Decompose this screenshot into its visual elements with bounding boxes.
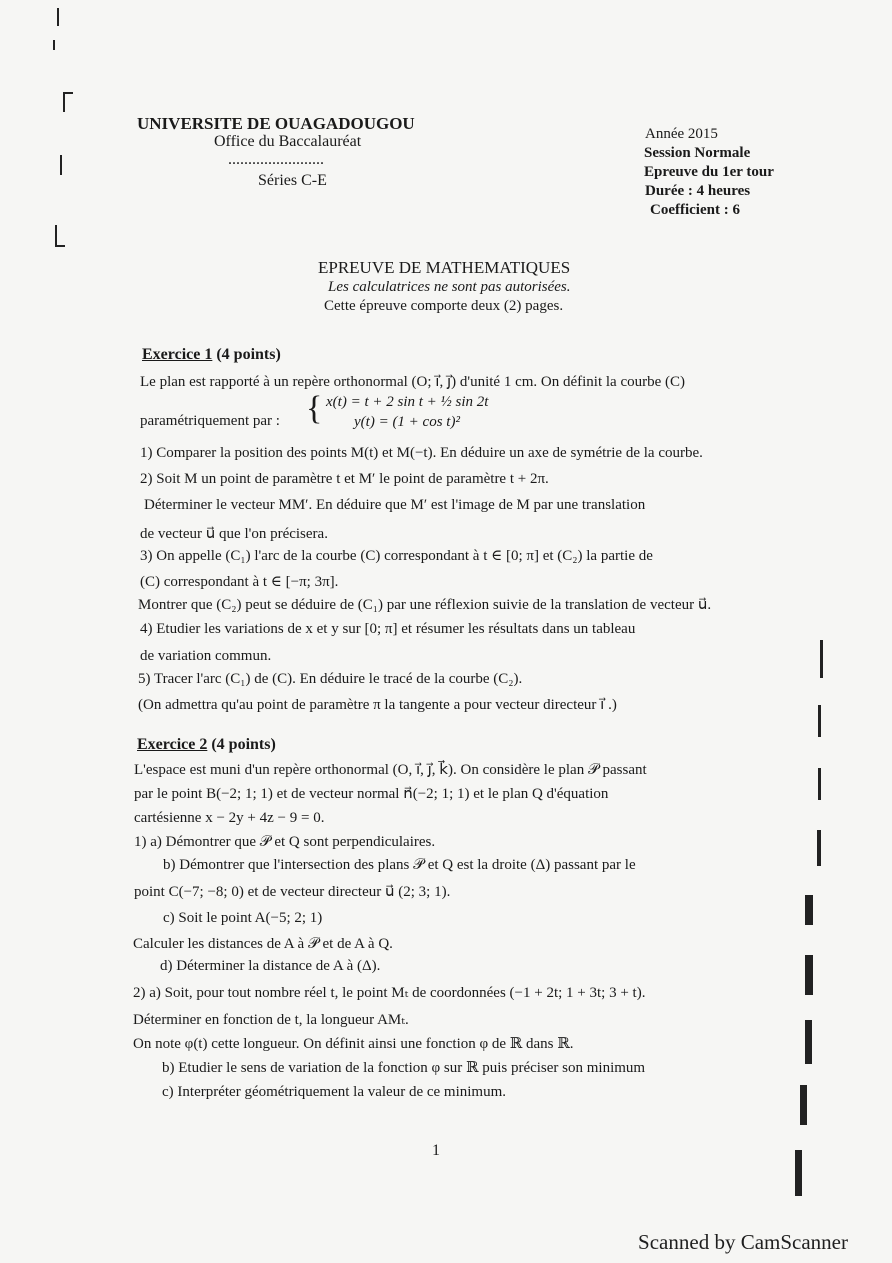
- scan-mark: [53, 40, 55, 50]
- scanner-watermark: Scanned by CamScanner: [638, 1230, 848, 1254]
- ex2-line: b) Etudier le sens de variation de la fonction φ sur ℝ puis préciser son minimum: [162, 1060, 646, 1076]
- ex2-line: Calculer les distances de A à 𝒫 et de A à Q.: [133, 936, 393, 952]
- ex2-line: d) Déterminer la distance de A à (Δ).: [160, 958, 381, 974]
- scan-mark: [63, 92, 73, 94]
- ex2-line: L'espace est muni d'un repère orthonormal (O, i⃗, j⃗, k⃗). On considère le plan 𝒫 passant: [134, 762, 647, 778]
- ex1-line: (C) correspondant à t ∈ [−π; 3π].: [140, 574, 339, 590]
- calculators-note: Les calculatrices ne sont pas autorisées.: [328, 279, 571, 295]
- ex2-line: 1) a) Démontrer que 𝒫 et Q sont perpendiculaires.: [134, 834, 436, 850]
- header-dots: ........................: [228, 151, 324, 168]
- ex2-line: 2) a) Soit, pour tout nombre réel t, le point Mₜ de coordonnées (−1 + 2t; 1 + 3t; 3 + t).: [133, 985, 646, 1001]
- system-brace: {: [306, 390, 323, 427]
- ex1-line: Déterminer le vecteur MM′. En déduire que M′ est l'image de M par une translation: [144, 497, 646, 513]
- ex2-line: c) Interpréter géométriquement la valeur de ce minimum.: [162, 1084, 507, 1100]
- scan-mark: [817, 830, 821, 866]
- ex1-line: 3) On appelle (C₁) l'arc de la courbe (C) correspondant à t ∈ [0; π] et (C₂) la partie de: [140, 548, 653, 564]
- scan-mark: [805, 895, 813, 925]
- exercise2-label: Exercice 2: [137, 736, 208, 753]
- system-y: y(t) = (1 + cos t)²: [354, 414, 460, 430]
- exercise1-points: (4 points): [216, 346, 281, 363]
- scan-mark: [800, 1085, 807, 1125]
- ex1-line: 4) Etudier les variations de x et y sur [0; π] et résumer les résultats dans un tableau: [140, 621, 636, 637]
- scan-mark: [55, 225, 57, 247]
- ex2-line: On note φ(t) cette longueur. On définit ainsi une fonction φ de ℝ dans ℝ.: [133, 1036, 574, 1052]
- ex2-line: point C(−7; −8; 0) et de vecteur directeur u⃗ (2; 3; 1).: [134, 884, 451, 900]
- exercise1-label: Exercice 1: [142, 346, 213, 363]
- exercise2-points: (4 points): [211, 736, 276, 753]
- system-x: x(t) = t + 2 sin t + ½ sin 2t: [326, 394, 489, 410]
- tour: Epreuve du 1er tour: [644, 164, 774, 180]
- scan-mark: [55, 245, 65, 247]
- series: Séries C-E: [258, 172, 327, 189]
- scan-mark: [818, 768, 821, 800]
- scan-mark: [795, 1150, 802, 1196]
- scan-mark: [63, 92, 65, 112]
- ex1-line: Le plan est rapporté à un repère orthonormal (O; i⃗, j⃗) d'unité 1 cm. On définit la courbe (C): [140, 374, 686, 390]
- ex2-line: Déterminer en fonction de t, la longueur AMₜ.: [133, 1012, 409, 1028]
- exercise2-title: [137, 736, 276, 754]
- office-name: Office du Baccalauréat: [214, 133, 362, 150]
- scan-mark: [818, 705, 821, 737]
- ex2-line: c) Soit le point A(−5; 2; 1): [163, 910, 323, 926]
- year: Année 2015: [645, 126, 718, 142]
- ex1-line: paramétriquement par :: [140, 413, 280, 429]
- session: Session Normale: [644, 145, 751, 161]
- ex2-line: b) Démontrer que l'intersection des plans 𝒫 et Q est la droite (Δ) passant par le: [163, 857, 636, 873]
- ex1-line: (On admettra qu'au point de paramètre π la tangente a pour vecteur directeur i⃗ .): [138, 697, 617, 713]
- coefficient: Coefficient : 6: [650, 202, 740, 218]
- ex2-line: cartésienne x − 2y + 4z − 9 = 0.: [134, 810, 325, 826]
- ex1-line: 5) Tracer l'arc (C₁) de (C). En déduire le tracé de la courbe (C₂).: [138, 671, 523, 687]
- ex1-line: de vecteur u⃗ que l'on précisera.: [140, 526, 328, 542]
- scan-mark: [57, 8, 59, 26]
- exam-title: EPREUVE DE MATHEMATIQUES: [318, 258, 571, 277]
- duration: Durée : 4 heures: [645, 183, 751, 199]
- scan-mark: [820, 640, 823, 678]
- scan-mark: [805, 955, 813, 995]
- ex1-line: 2) Soit M un point de paramètre t et M′ le point de paramètre t + 2π.: [140, 471, 549, 487]
- ex1-line: 1) Comparer la position des points M(t) et M(−t). En déduire un axe de symétrie de la courbe.: [140, 445, 703, 461]
- university-name: UNIVERSITE DE OUAGADOUGOU: [137, 114, 415, 133]
- ex1-line: de variation commun.: [140, 648, 272, 664]
- scan-mark: [60, 155, 62, 175]
- ex1-line: Montrer que (C₂) peut se déduire de (C₁) par une réflexion suivie de la translation de vecteur u⃗.: [138, 597, 712, 613]
- pages-note: Cette épreuve comporte deux (2) pages.: [324, 298, 564, 314]
- exercise1-title: [142, 346, 281, 364]
- ex2-line: par le point B(−2; 1; 1) et de vecteur normal n⃗(−2; 1; 1) et le plan Q d'équation: [134, 786, 609, 802]
- scan-mark: [805, 1020, 812, 1064]
- page-number: 1: [432, 1142, 440, 1159]
